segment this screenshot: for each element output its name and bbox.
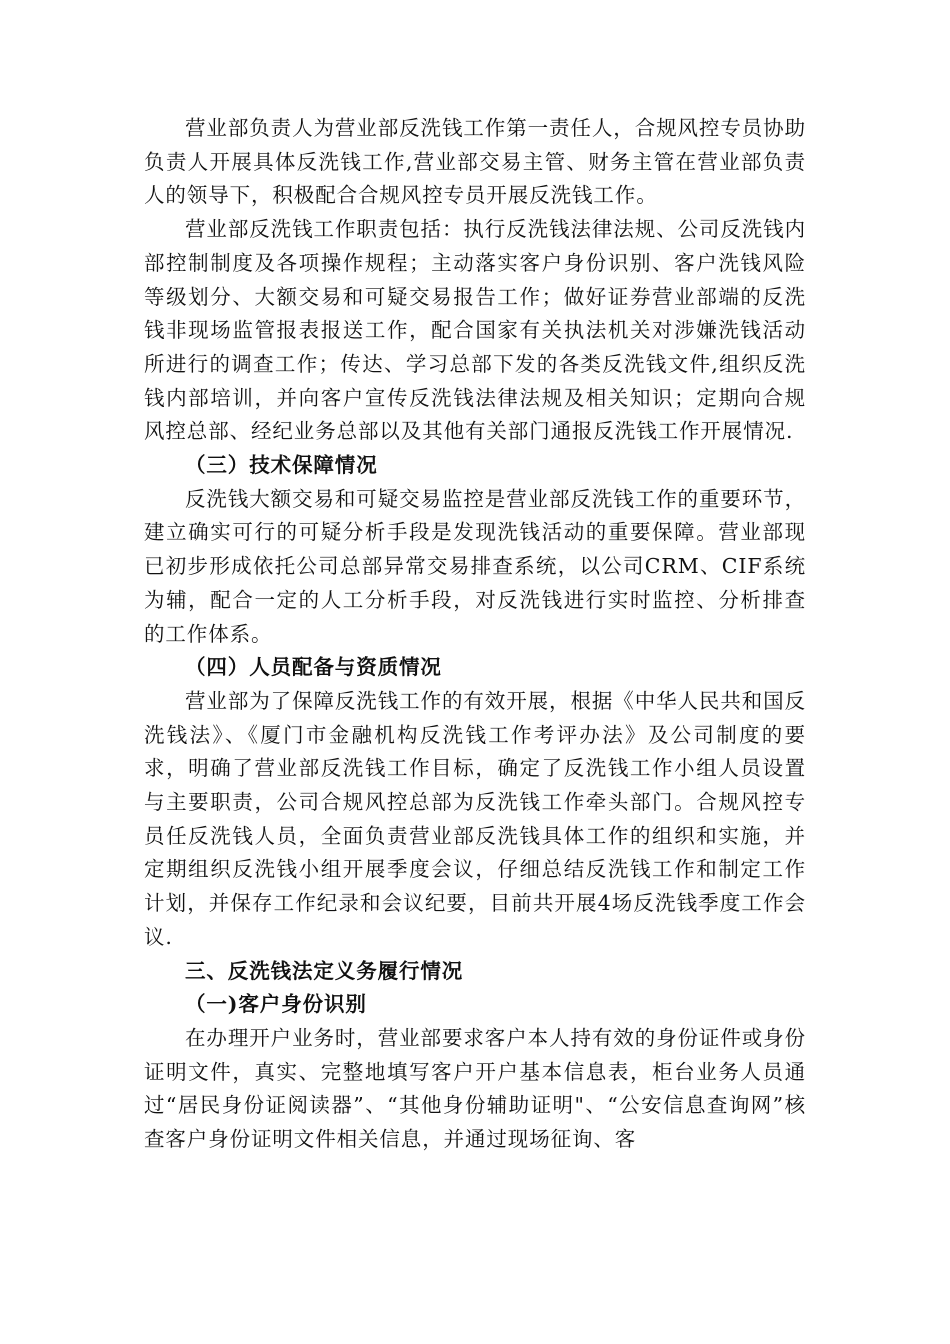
heading-staffing: （四）人员配备与资质情况 xyxy=(185,655,442,680)
paragraph-customer-identification: 在办理开户业务时，营业部要求客户本人持有效的身份证件或身份证明文件，真实、完整地填写客户开户基本信息表，柜台业务人员通过“居民身份证阅读器”、“其他身份辅助证明"、“公安信息查询网”核查客户身份证明文件相关信息，并通过现场征询、客 xyxy=(144,1025,806,1152)
paragraph-responsible-person: 营业部负责人为营业部反洗钱工作第一责任人，合规风控专员协助负责人开展具体反洗钱工作,营业部交易主管、财务主管在营业部负责人的领导下，积极配合合规风控专员开展反洗钱工作。 xyxy=(144,116,806,208)
heading-technical-support: （三）技术保障情况 xyxy=(185,453,378,478)
heading-section-three: 三、反洗钱法定义务履行情况 xyxy=(185,958,464,983)
heading-customer-identification: （一)客户身份识别 xyxy=(185,992,367,1017)
paragraph-duties: 营业部反洗钱工作职责包括：执行反洗钱法律法规、公司反洗钱内部控制制度及各项操作规程；主动落实客户身份识别、客户洗钱风险等级划分、大额交易和可疑交易报告工作；做好证券营业部端的反洗钱非现场监管报表报送工作，配合国家有关执法机关对涉嫌洗钱活动所进行的调查工作；传达、学习总部下发的各类反洗钱文件,组织反洗钱内部培训，并向客户宣传反洗钱法律法规及相关知识；定期向合规风控总部、经纪业务总部以及其他有关部门通报反洗钱工作开展情况. xyxy=(144,217,806,444)
paragraph-staffing: 营业部为了保障反洗钱工作的有效开展，根据《中华人民共和国反洗钱法》、《厦门市金融机构反洗钱工作考评办法》及公司制度的要求，明确了营业部反洗钱工作目标，确定了反洗钱工作小组人员设置与主要职责，公司合规风控总部为反洗钱工作牵头部门。合规风控专员任反洗钱人员，全面负责营业部反洗钱具体工作的组织和实施，并定期组织反洗钱小组开展季度会议，仔细总结反洗钱工作和制定工作计划，并保存工作纪录和会议纪要，目前共开展4场反洗钱季度工作会议. xyxy=(144,688,806,949)
paragraph-technical-support: 反洗钱大额交易和可疑交易监控是营业部反洗钱工作的重要环节，建立确实可行的可疑分析手段是发现洗钱活动的重要保障。营业部现已初步形成依托公司总部异常交易排查系统，以公司CRM、CIF系统为辅，配合一定的人工分析手段，对反洗钱进行实时监控、分析排查的工作体系。 xyxy=(144,486,806,646)
document-body xyxy=(144,112,806,1157)
